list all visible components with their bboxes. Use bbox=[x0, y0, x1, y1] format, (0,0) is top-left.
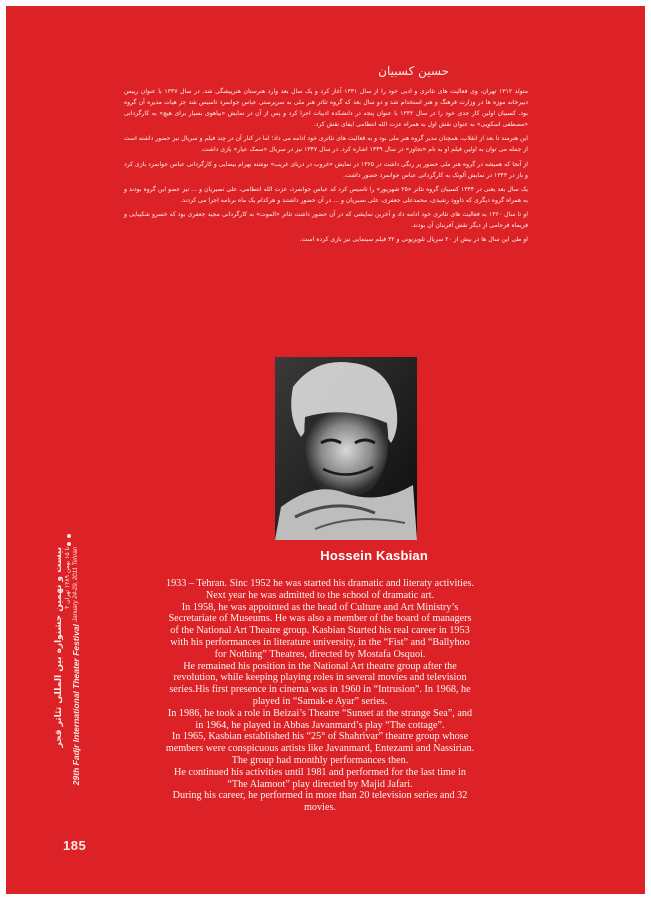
persian-paragraph: او طی این سال ها در بیش از ۲۰ سریال تلویزیونی و ۳۲ فیلم سینمایی نیز بازی کرده است. bbox=[299, 236, 528, 244]
persian-paragraph: این هنرمند تا بعد از انقلاب، همچنان مدیر گروه هنر ملی بود و به فعالیت های تئاتری خود ادامه می داد؛ اما در کنار آن در چند فیلم و سریال نیز حضور داشته است از جمله می توان به اولین فیلم او به نام «تجاوز» در سال ۱۳۳۹ اشاره کرد. در سال ۱۳۴۷ نیز در سریال «سمک عیار» بازی داشت. bbox=[124, 135, 528, 154]
page-number: 185 bbox=[63, 838, 87, 853]
festival-title-english bbox=[71, 547, 81, 785]
english-line: movies. bbox=[304, 802, 336, 814]
english-line: played in “Samak-e Ayar” series. bbox=[252, 695, 388, 707]
festival-side-banner bbox=[53, 547, 83, 837]
english-line: series.His first presence in cinema was in 1960 in “Intrusion”. In 1968, he bbox=[169, 684, 471, 696]
english-line: 1933 – Tehran. Sinc 1952 he was started his dramatic and literaty activities. bbox=[165, 578, 475, 589]
english-line: for Nothing” Theatres, directed by Mostafa Osquoi. bbox=[214, 648, 426, 660]
english-line: He continued his activities until 1981 and performed for the last time in bbox=[174, 766, 466, 778]
english-line: The group had monthly performances then. bbox=[231, 754, 409, 766]
english-name-heading: Hossein Kasbian bbox=[320, 548, 428, 563]
festival-title-english-text: 29th Fadjr International Theater Festival bbox=[71, 624, 81, 786]
persian-biography bbox=[124, 86, 528, 248]
document-page bbox=[6, 6, 645, 894]
english-line: Secretariate of Museums. He was also a member of the board of managers bbox=[168, 613, 472, 625]
english-line: revolution, while keeping playing roles in several movies and television bbox=[173, 672, 467, 684]
english-line: In 1958, he was appointed as the head of Culture and Art Ministry’s bbox=[181, 601, 459, 613]
portrait-photo bbox=[275, 357, 417, 540]
english-line: During his career, he performed in more than 20 television series and 32 bbox=[172, 790, 468, 802]
persian-paragraph: یک سال بعد یعنی در ۱۳۴۴ کسبیان گروه تئاتر «۲۵ شهریور» را تاسیس کرد که عباس جوانمرد، عزت الله انتظامی، علی نصیریان و ... نیز عضو این گروه بودند و به همراه گروه دیگری که داوود رشیدی، محمدعلی جعفری، علی نصیریان و ... در آن حضور داشتند و هرکدام یک ماه برنامه اجرا می کردند. bbox=[124, 185, 528, 204]
english-line: with his performances in literature university, in the “Fist” and “Ballyhoo bbox=[170, 636, 470, 648]
english-line: in 1964, he played in Abbas Javanmard’s play “The cottage”. bbox=[195, 719, 445, 731]
dot-icon bbox=[67, 542, 71, 546]
persian-paragraph: از آنجا که همیشه در گروه هنر ملی حضور پر رنگی داشت در ۱۳۶۵ در نمایش «غروب در دریای غریب» نوشته بهرام بیضایی و کارگردانی عباس جوانمرد بازی کرد و باز در ۱۳۴۳ در نمایش آلونک به کارگردانی عباس جوانمرد حضور داشت. bbox=[124, 160, 528, 179]
persian-name-heading: حسین کسبیان bbox=[378, 64, 449, 78]
english-biography bbox=[118, 578, 522, 814]
english-line: “The Alamoot” play directed by Majid Jafari. bbox=[227, 778, 413, 790]
english-line: Next year he was admitted to the school of dramatic art. bbox=[205, 589, 435, 601]
english-line: He remained his position in the National Art theatre group after the bbox=[183, 660, 457, 672]
portrait-illustration bbox=[275, 357, 417, 540]
english-line: of the National Art Theatre group. Kasbian Started his real career in 1953 bbox=[170, 625, 470, 637]
english-line: members were conspicuous artists like Javanmard, Entezami and Nassirian. bbox=[165, 743, 475, 755]
dot-icon bbox=[67, 534, 71, 538]
english-line: In 1965, Kasbian established his “25° of Shahrivar” theatre group whose bbox=[171, 731, 469, 743]
festival-dates-persian: ۴ تا ۱۵ بهمن ۱۳۸۹ تهران bbox=[64, 547, 71, 609]
persian-paragraph: او تا سال ۱۳۶۰ به فعالیت های تئاتری خود ادامه داد و آخرین نمایشی که در آن حضور داشت تئاتر «الموت» به کارگردانی مجید جعفری بود که خسرو شکیبایی و فریماه فرجامی از دیگر نقش آفرینان آن بودند. bbox=[124, 210, 528, 230]
english-line: In 1986, he took a role in Beizai’s Theatre “Sunset at the strange Sea”, and bbox=[167, 707, 473, 719]
festival-dates-english: January 24-29, 2011 Tehran bbox=[73, 547, 79, 622]
festival-title-persian: بیست و نهمین جشنواره بین المللی تئاتر فجر bbox=[54, 547, 64, 748]
persian-paragraph: متولد ۱۳۱۲ تهران، وی فعالیت های تئاتری و ادبی خود را از سال ۱۳۳۱ آغاز کرد و یک سال بعد وارد هنرستان هنرپیشگی شد. در سال ۱۳۳۷ با عنوان رییس دبیرخانه موزه ها در وزارت فرهنگ و هنر استخدام شد و دو سال بعد که گروه تئاتر هنر ملی به سرپرستی عباس جوانمرد تاسیس شد جز هیات مدیره آن گروه بود. کسبیان اولین کار جدی خود را در سال ۱۳۳۲ با عنوان پنجه در دانشکده ادبیات اجرا کرد و پس از آن در نمایش «بیاهوی بسیار برای هیچ» به کارگردانی «مصطفی اسکویی» به عنوان نقش اول به همراه عزت الله انتظامی ایفای نقش کرد. bbox=[124, 88, 528, 129]
